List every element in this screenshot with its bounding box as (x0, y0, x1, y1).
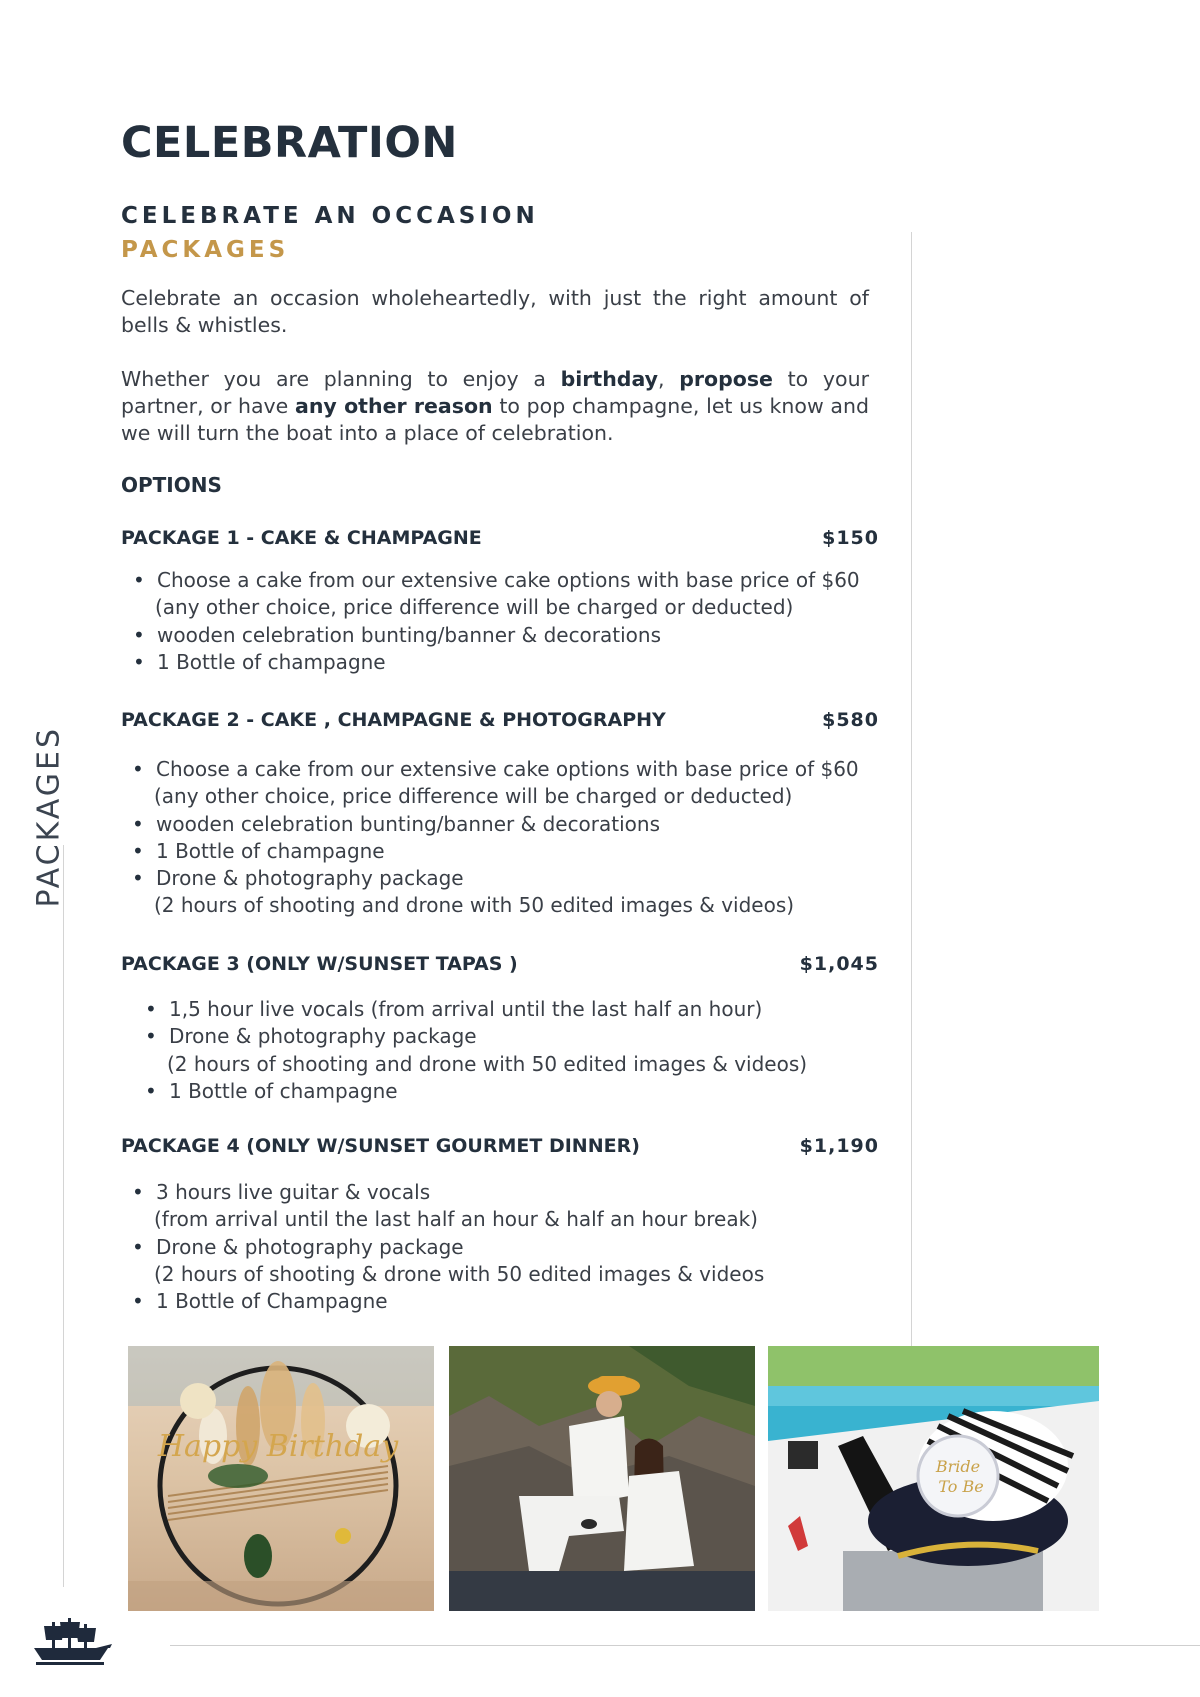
keyword-birthday: birthday (560, 367, 659, 391)
list-item: • Drone & photography package (2 hours of shooting & drone with 50 edited images & videos (120, 1234, 764, 1289)
ship-logo-icon (30, 1618, 112, 1670)
package-price: $150 (822, 527, 879, 549)
photo-text-line2: To Be (938, 1477, 984, 1496)
package-price: $580 (822, 709, 879, 731)
section-subtitle-accent: PACKAGES (121, 237, 290, 263)
package-2-header (121, 709, 879, 735)
side-section-label: PACKAGES (31, 726, 67, 908)
intro-paragraph-1: Celebrate an occasion wholeheartedly, with just the right amount of bells & whistles. (121, 286, 869, 337)
intro-paragraph-2: Whether you are planning to enjoy a birthday, propose to your partner, or have any other reason to pop champagne, let us know and we will turn the boat into a place of celebration. (121, 367, 869, 445)
package-4-header (121, 1135, 879, 1161)
vertical-divider-right (911, 232, 912, 1346)
package-1-items (121, 567, 860, 676)
list-item: • wooden celebration bunting/banner & decorations (120, 811, 859, 838)
package-price: $1,190 (799, 1135, 879, 1157)
page-title: CELEBRATION (121, 118, 458, 168)
package-price: $1,045 (799, 953, 879, 975)
list-item: • Choose a cake from our extensive cake options with base price of $60 (any other choice, price difference will be charged or deducted) (121, 567, 860, 622)
photo-birthday-decoration (128, 1346, 434, 1611)
list-item: • 1,5 hour live vocals (from arrival until the last half an hour) (133, 996, 807, 1023)
package-1-header (121, 527, 879, 553)
package-3-header (121, 953, 879, 979)
keyword-any-other-reason: any other reason (294, 394, 493, 418)
package-2-items (120, 756, 859, 920)
list-item: • 1 Bottle of champagne (133, 1078, 807, 1105)
list-item: • 3 hours live guitar & vocals (from arrival until the last half an hour & half an hour break) (120, 1179, 764, 1234)
vertical-divider-left (63, 845, 64, 1587)
package-name: PACKAGE 2 - CAKE , CHAMPAGNE & PHOTOGRAPHY (121, 709, 666, 731)
package-3-items (133, 996, 807, 1105)
section-subtitle: CELEBRATE AN OCCASION (121, 203, 539, 229)
footer-rule (170, 1645, 1200, 1646)
photo-bride-to-be (768, 1346, 1099, 1611)
list-item: • Drone & photography package (2 hours of shooting and drone with 50 edited images & videos) (133, 1023, 807, 1078)
list-item: • 1 Bottle of champagne (120, 838, 859, 865)
package-name: PACKAGE 3 (ONLY W/SUNSET TAPAS ) (121, 953, 518, 975)
keyword-propose: propose (679, 367, 773, 391)
list-item: • Choose a cake from our extensive cake options with base price of $60 (any other choice, price difference will be charged or deducted) (120, 756, 859, 811)
list-item: • 1 Bottle of champagne (121, 649, 860, 676)
list-item: • 1 Bottle of Champagne (120, 1288, 764, 1315)
photo-text-line1: Bride (935, 1457, 981, 1476)
package-name: PACKAGE 4 (ONLY W/SUNSET GOURMET DINNER) (121, 1135, 640, 1157)
list-item: • wooden celebration bunting/banner & decorations (121, 622, 860, 649)
package-4-items (120, 1179, 764, 1315)
package-name: PACKAGE 1 - CAKE & CHAMPAGNE (121, 527, 482, 549)
list-item: • Drone & photography package (2 hours of shooting and drone with 50 edited images & videos) (120, 865, 859, 920)
photo-text: Happy Birthday (157, 1429, 399, 1464)
options-heading: OPTIONS (121, 473, 222, 497)
photo-proposal (449, 1346, 755, 1611)
